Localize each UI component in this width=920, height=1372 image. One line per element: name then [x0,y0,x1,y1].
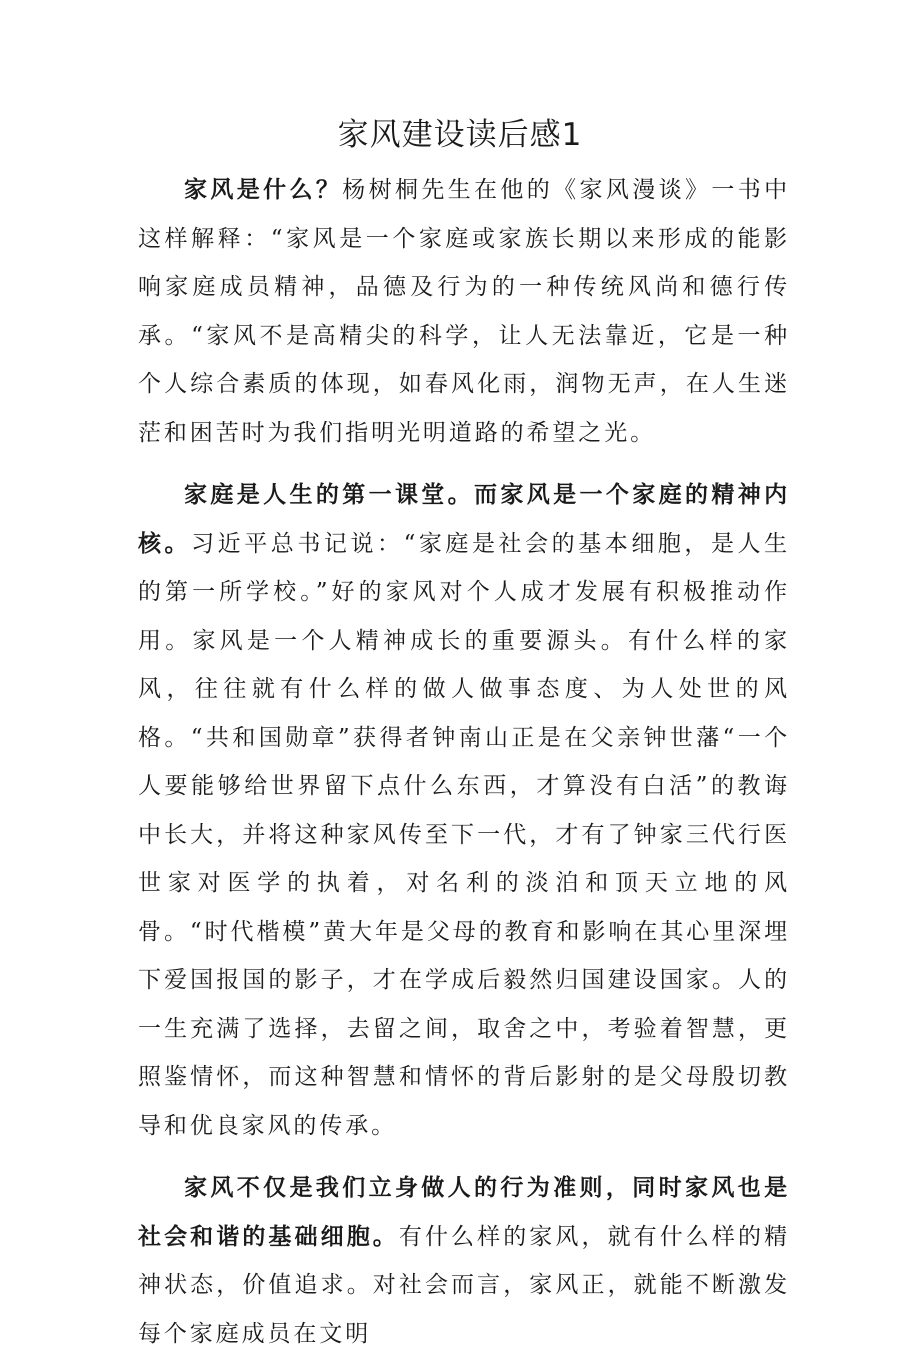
paragraph-text: 有什么样的家风，就有什么样的精神状态，价值追求。对社会而言，家风正，就能不断激发每个家庭成员在文明 [138,1223,790,1347]
paragraph-1 [138,166,790,457]
paragraph-3 [138,1164,790,1358]
paragraph-lead: 家风不仅是我们立身做人的行为准则，同时家风也是社会和谐的基础细胞。 [138,1174,790,1250]
paragraph-text: 习近平总书记说：“家庭是社会的基本细胞，是人生的第一所学校。”好的家风对个人成才发展有积极推动作用。家风是一个人精神成长的重要源头。有什么样的家风，往往就有什么样的做人做事态度、为人处世的风格。“共和国勋章”获得者钟南山正是在父亲钟世藩“一个人要能够给世界留下点什么东西，才算没有白活”的教诲中长大，并将这种家风传至下一代，才有了钟家三代行医世家对医学的执着，对名利的淡泊和顶天立地的风骨。“时代楷模”黄大年是父母的教育和影响在其心里深埋下爱国报国的影子，才在学成后毅然归国建设国家。人的一生充满了选择，去留之间，取舍之中，考验着智慧，更照鉴情怀，而这种智慧和情怀的背后影射的是父母殷切教导和优良家风的传承。 [138,530,790,1139]
paragraph-2 [138,471,790,1150]
paragraph-lead: 家庭是人生的第一课堂。而家风是一个家庭的精神内核。 [138,481,790,557]
paragraph-lead: 家风是什么？ [184,176,343,203]
page-title: 家风建设读后感1 [337,117,583,153]
paragraph-text: 杨树桐先生在他的《家风漫谈》一书中这样解释：“家风是一个家庭或家族长期以来形成的能影响家庭成员精神，品德及行为的一种传统风尚和德行传承。“家风不是高精尖的科学，让人无法靠近，它是一种个人综合素质的体现，如春风化雨，润物无声，在人生迷茫和困苦时为我们指明光明道路的希望之光。 [138,177,790,446]
document-body [138,166,790,1372]
